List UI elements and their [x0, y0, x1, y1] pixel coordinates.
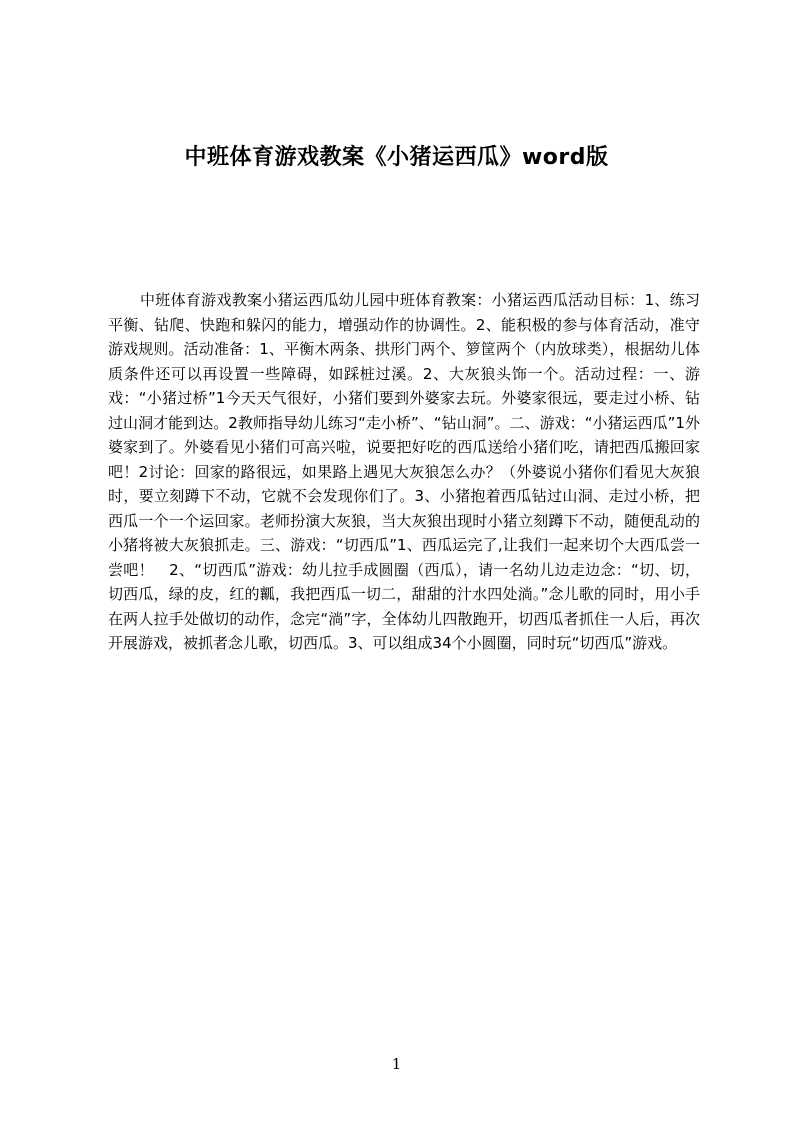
page-number: 1 — [391, 1055, 402, 1073]
document-body-paragraph: 中班体育游戏教案小猪运西瓜幼儿园中班体育教案：小猪运西瓜活动目标：1、练习平衡、钻爬、快跑和躲闪的能力，增强动作的协调性。2、能积极的参与体育活动，准守游戏规则。活动准备：1、平衡木两条、拱形门两个、箩筐两个（内放球类），根据幼儿体质条件还可以再设置一些障碍，如踩桩过溪。2、大灰狼头饰一个。活动过程：一、游戏：“小猪过桥”1今天天气很好，小猪们要到外婆家去玩。外婆家很远，要走过小桥、钻过山洞才能到达。2教师指导幼儿练习“走小桥”、“钻山洞”。二、游戏：“小猪运西瓜”1外婆家到了。外婆看见小猪们可高兴啦，说要把好吃的西瓜送给小猪们吃，请把西瓜搬回家吧！2讨论：回家的路很远，如果路上遇见大灰狼怎么办？（外婆说小猪你们看见大灰狼时，要立刻蹲下不动，它就不会发现你们了。3、小猪抱着西瓜钻过山洞、走过小桥，把西瓜一个一个运回家。老师扮演大灰狼，当大灰狼出现时小猪立刻蹲下不动，随便乱动的小猪将被大灰狼抓走。三、游戏：“切西瓜”1、西瓜运完了,让我们一起来切个大西瓜尝一尝吧！ 2、“切西瓜”游戏：幼儿拉手成圆圈（西瓜），请一名幼儿边走边念：“切、切，切西瓜，绿的皮，红的瓤，我把西瓜一切二，甜甜的汁水四处淌。”念儿歌的同时，用小手在两人拉手处做切的动作，念完“淌”字，全体幼儿四散跑开，切西瓜者抓住一人后，再次开展游戏，被抓者念儿歌，切西瓜。3、可以组成34个小圆圈，同时玩“切西瓜”游戏。 — [108, 291, 700, 652]
document-title: 中班体育游戏教案《小猪运西瓜》word版 — [184, 145, 609, 170]
